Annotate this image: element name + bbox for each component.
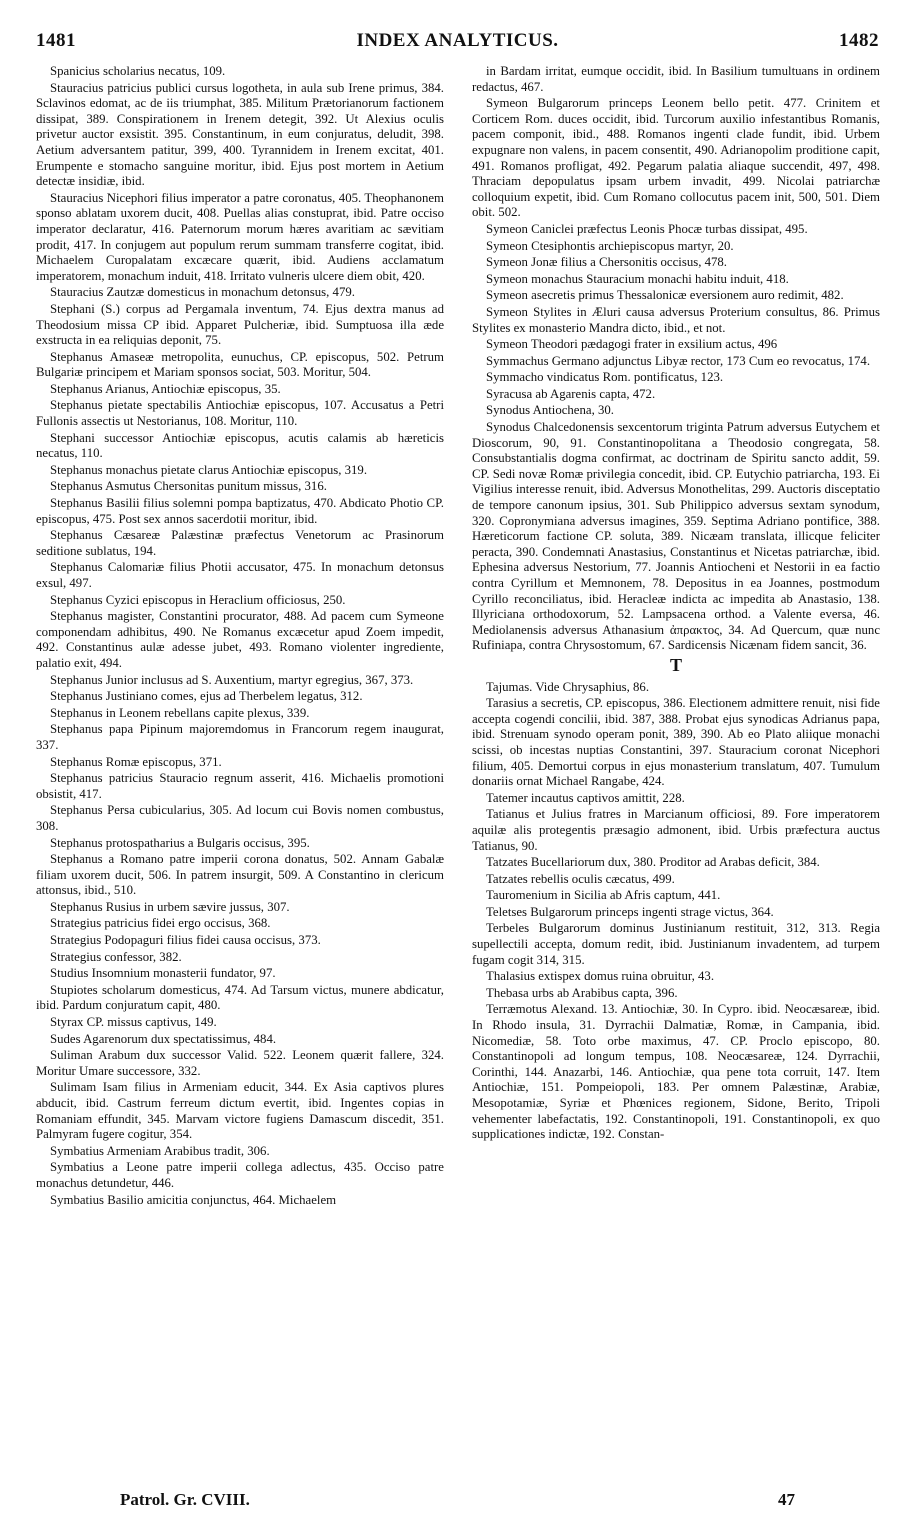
- index-entry: Symmachus Germano adjunctus Libyæ rector, 173 Cum eo revocatus, 174.: [486, 353, 871, 368]
- index-entry: Stephanus Romæ episcopus, 371.: [50, 754, 222, 769]
- index-entry: Stupiotes scholarum domesticus, 474. Ad Tarsum victus, munere abdicatur, ibid. Pardum conjuratum capit, 480.: [36, 982, 444, 1013]
- index-entry: Synodus Chalcedonensis sexcentorum triginta Patrum adversus Eutychem et Dioscorum, 90, 91. Constantinopolitana a Theodosio congregata, 58. Consubstantialis dogma confirmat, ac doctrinam de Spiritu sancto addit, 59. CP. Sedi novæ Romæ privilegia concedit, ibid. CP. Eutychio patriarcha, 193. Ei Vigilius interesse renuit, ibid. Adversus Monothelitas, 299. Auctoris disceptatio de tempore canonum ipsius, 301. Sub Philippico adversus sextam synodum, 320. Copronymiana adversus imagines, 359. Septima Adriano pontifice, 388. Hæreticorum factione CP. soluta, 389. Nicæam translata, illicque feliciter peracta, 390. Condemnati Anastasius, Constantinus et Nicetas patriarchæ, ibid. Ephesina adversus Nestorium, 77. Joannis Antiocheni et Nestorii in ea factio contra Cyrillum et Memnonem, 78. Depositus in ea Joannes, postmodum Cyrillo reconciliatus, ibid. Heracleæ indicta ac impedita ab Anastasio, 138. Illyriciana orthodoxorum, 52. Lampsacena orthod. a Valente eversa, 46. Mediolanensis adversus Athanasium ἀπρακτος, 34. Ad Quercum, quæ nunc Rufiniapa, contra Chrysostomum, 67. Sardicensis Nicænam fidem sancit, 36.: [472, 420, 880, 653]
- page-footer: [120, 1490, 795, 1514]
- index-entry: Sudes Agarenorum dux spectatissimus, 484.: [50, 1031, 277, 1046]
- index-entry: Symmacho vindicatus Rom. pontificatus, 123.: [486, 370, 724, 385]
- footer-volume: Patrol. Gr. CVIII.: [120, 1490, 250, 1509]
- index-entry: Stephanus in Leonem rebellans capite plexus, 339.: [50, 705, 310, 720]
- index-entry: Stephanus protospatharius a Bulgaris occisus, 395.: [50, 835, 310, 850]
- index-entry: Stauracius Nicephori filius imperator a patre coronatus, 405. Theophanonem sponso ablatam uxorem ducit, 408. Puellas alias constuprat, ibid. Patre occiso imperator declaratur, 416. Paternorum morum hæres avaritiam ac sævitiam prodit, 417. In conjugem aut populum rerum summam transferre cogitat, ibid. Michaelem Curopalatam excæcare quærit, ibid. Audiens acclamatum imperatorem, monachum induit, 418. Irritato vulneris ulcere diem obit, 420.: [36, 190, 444, 283]
- index-entry: Spanicius scholarius necatus, 109.: [50, 64, 226, 78]
- left-column: [36, 64, 444, 1209]
- index-entry: Stephanus magister, Constantini procurator, 488. Ad pacem cum Symeone componendam adhibitus, 490. Ne Romanus excæcetur apud Zoem impedit, 492. Constantinus aulæ adesse jubet, 493. Romano violenter ingrediente, palatio exit, 494.: [36, 609, 444, 670]
- index-entry: in Bardam irritat, eumque occidit, ibid. In Basilium tumultuans in ordinem redactus, 467.: [472, 64, 880, 94]
- right-column-s-entries: [472, 64, 880, 654]
- index-entry: Thebasa urbs ab Arabibus capta, 396.: [486, 985, 678, 1000]
- index-entry: Symeon Stylites in Æluri causa adversus Proterium consultus, 86. Primus Stylites ex monasterio Mandra dicto, ibid., et not.: [472, 304, 880, 335]
- index-entry: Terbeles Bulgarorum dominus Justinianum restituit, 312, 313. Regia supellectili accepta, domum redit, ibid. Justinianum invadentem, ad turpem fugam cogit 314, 315.: [472, 921, 880, 967]
- section-letter-heading: T: [669, 654, 682, 675]
- index-entry: Symbatius Basilio amicitia conjunctus, 464. Michaelem: [50, 1192, 337, 1207]
- page-number-right: 1482: [839, 30, 879, 51]
- index-entry: Styrax CP. missus captivus, 149.: [50, 1015, 217, 1030]
- index-entry: Tarasius a secretis, CP. episcopus, 386. Electionem admittere renuit, nisi fide accepta cogendi concilii, ibid. 387, 388. Probat ejus synodicas Adrianus papa, ibid. Strenuam synodo operam ponit, 389, 390. Ab eo Plato aliique monachi scissi, ob incestas nuptias Constantini, 397. Stauracium coronat Nicephori filium, 405. Demortui corpus in ejus monasterium translatum, 407. Tumulum donariis ornat Michael Rangabe, 424.: [472, 696, 880, 789]
- index-entry: Symbatius a Leone patre imperii collega adlectus, 435. Occiso patre monachus detundetur, 446.: [36, 1160, 444, 1190]
- index-entry: Terræmotus Alexand. 13. Antiochiæ, 30. In Cypro. ibid. Neocæsareæ, ibid. In Rhodo insula, 31. Dyrrachii Dalmatiæ, Romæ, in Campania, ibid. Nicomediæ, 58. Toto orbe maximus, 47. CP. Proclo episcopo, 80. Constantinopoli ad longum tempus, 108. Neocæsareæ, 124. Dyrrachii, Corinthi, 144. Anazarbi, 146. Antiochiæ, qua pene tota corruit, 147. Item Antiochiæ, 151. Pompeiopoli, 183. Per omnem Palæstinæ, Arabiæ, Mesopotamiæ, Syriæ et Phœnices regionem, Sidone, Berito, Tripoli vehementer labefactatis, 192. Constantinopoli, 191. Constantinopoli, ex quo supplicationes indictæ, 192. Constan-: [472, 1002, 880, 1142]
- index-entry: Syracusa ab Agarenis capta, 472.: [486, 386, 656, 401]
- index-entry: Tajumas. Vide Chrysaphius, 86.: [486, 679, 650, 694]
- index-entry: Stephanus Basilii filius solemni pompa baptizatus, 470. Abdicato Photio CP. episcopus, 475. Post sex annos sacerdotii moritur, ibid.: [36, 496, 444, 526]
- index-entry: Sulimam Isam filius in Armeniam educit, 344. Ex Asia captivos plures abducit, ibid. Castrum ferreum dictum evertit, ibid. Ingentes copias in Romaniam effundit, 345. Marvam victore fugiens Damascum discedit, 351. Palmyram fugere cogitur, 354.: [36, 1080, 444, 1142]
- index-entry: Stephani successor Antiochiæ episcopus, acutis calamis ab hæreticis necatus, 110.: [36, 430, 444, 461]
- index-entry: Symeon asecretis primus Thessalonicæ eversionem auro redimit, 482.: [486, 288, 844, 303]
- index-entry: Stauracius patricius publici cursus logotheta, in aula sub Irene primus, 384. Sclavinos edomat, ac de iis triumphat, 385. Militum Prætorianorum factionem dissipat, 389. Conspirationem in Irenem detegit, 392. Ut Alexius oculis privetur auctor exsistit. 395. Constantinum, in eum conjuratus, deludit, 398. Aetium adversantem patitur, 399, 400. Tyrannidem in Irenem excitat, 401. Erumpente e stomacho sanguine moritur, ibid. Ejus post mortem in Aetium detectæ insidiæ, ibid.: [36, 80, 444, 189]
- index-entry: Stephanus Junior inclusus ad S. Auxentium, martyr egregius, 367, 373.: [50, 672, 414, 687]
- index-entry: Stephanus pietate spectabilis Antiochiæ episcopus, 107. Accusatus a Petri Fullonis assectis ut Nestorianus, 108. Moritur, 110.: [36, 398, 444, 429]
- index-entry: Teletses Bulgarorum princeps ingenti strage victus, 364.: [486, 904, 774, 919]
- index-entry: Suliman Arabum dux successor Valid. 522. Leonem quærit fallere, 324. Moritur Umare successore, 332.: [36, 1048, 444, 1078]
- index-entry: Strategius Podopaguri filius fidei causa occisus, 373.: [50, 933, 321, 948]
- index-entry: Symeon Jonæ filius a Chersonitis occisus, 478.: [486, 255, 728, 270]
- page-number-left: 1481: [36, 30, 76, 51]
- index-entry: Stauracius Zautzæ domesticus in monachum detonsus, 479.: [50, 285, 355, 300]
- index-entry: Stephanus Justiniano comes, ejus ad Therbelem legatus, 312.: [50, 689, 363, 704]
- index-entry: Stephanus Cæsareæ Palæstinæ præfectus Venetorum ac Prasinorum seditione sublatus, 194.: [36, 528, 444, 558]
- index-entry: Symeon monachus Stauracium monachi habitu induit, 418.: [486, 271, 789, 286]
- index-entry: Studius Insomnium monasterii fundator, 97.: [50, 966, 276, 981]
- index-entry: Stephanus Calomariæ filius Photii accusator, 475. In monachum detonsus exsul, 497.: [36, 560, 444, 590]
- right-column-t-entries: [472, 680, 880, 1143]
- index-entry: Tatzates Bucellariorum dux, 380. Proditor ad Arabas deficit, 384.: [486, 855, 820, 870]
- index-entry: Tatianus et Julius fratres in Marcianum officiosi, 89. Fore imperatorem aquilæ alis protegentis præsagio admonent, ibid. Urbis præfectura auctus Tatianus, 90.: [472, 807, 880, 853]
- page-header: [36, 30, 879, 60]
- index-entry: Stephani (S.) corpus ad Pergamala inventum, 74. Ejus dextra manus ad Theodosium missa CP ibid. Apparet Pulcheriæ, ibid. Sumptuosa illa æde exstructa in ea reliquias deponit, 75.: [36, 301, 444, 348]
- index-entry: Stephanus Arianus, Antiochiæ episcopus, 35.: [50, 381, 281, 396]
- index-entry: Symeon Caniclei præfectus Leonis Phocæ turbas dissipat, 495.: [486, 221, 808, 236]
- footer-signature: 47: [778, 1490, 795, 1509]
- running-title: INDEX ANALYTICUS.: [356, 30, 559, 51]
- index-entry: Symbatius Armeniam Arabibus tradit, 306.: [50, 1143, 270, 1158]
- index-entry: Stephanus Cyzici episcopus in Heraclium officiosus, 250.: [50, 592, 346, 607]
- index-entry: Tauromenium in Sicilia ab Afris captum, 441.: [486, 888, 721, 903]
- index-entry: Stephanus Asmutus Chersonitas punitum missus, 316.: [50, 479, 327, 494]
- index-entry: Stephanus Amaseæ metropolita, eunuchus, CP. episcopus, 502. Petrum Bulgariæ principem et Mariam sponsos sociat, 503. Moritur, 504.: [36, 349, 444, 380]
- index-entry: Symeon Theodori pædagogi frater in exsilium actus, 496: [486, 337, 778, 352]
- index-entry: Tatzates rebellis oculis cæcatus, 499.: [486, 871, 675, 886]
- index-entry: Strategius confessor, 382.: [50, 949, 182, 964]
- index-entry: Stephanus monachus pietate clarus Antiochiæ episcopus, 319.: [50, 462, 368, 477]
- index-entry: Synodus Antiochena, 30.: [486, 403, 614, 418]
- right-column: [472, 64, 880, 1144]
- index-entry: Thalasius extispex domus ruina obruitur, 43.: [486, 969, 715, 984]
- index-entry: Strategius patricius fidei ergo occisus, 368.: [50, 916, 271, 931]
- index-entry: Stephanus Persa cubicularius, 305. Ad locum cui Bovis nomen combustus, 308.: [36, 803, 444, 833]
- index-entry: Stephanus Rusius in urbem sævire jussus, 307.: [50, 899, 290, 914]
- index-entry: Stephanus patricius Stauracio regnum asserit, 416. Michaelis promotioni obsistit, 417.: [36, 771, 444, 801]
- index-entry: Symeon Ctesiphontis archiepiscopus martyr, 20.: [486, 238, 734, 253]
- index-entry: Stephanus a Romano patre imperii corona donatus, 502. Annam Gabalæ filiam uxorem ducit, 506. In patrem insurgit, 509. A Constantino in clericum attonsus, ibid., 510.: [36, 852, 444, 898]
- index-entry: Tatemer incautus captivos amittit, 228.: [486, 790, 685, 805]
- index-entry: Symeon Bulgarorum princeps Leonem bello petit. 477. Crinitem et Corticem Rom. duces occidit, ibid. Turcorum auxilio infestantibus Romanis, pacem componit, ibid., 488. Romanos ingenti clade fundit, ibid. Urbem expugnare non valens, in pacem consentit, 490. Adrianopolim proditione capit, 491. Romanos profligat, 492. Pegarum palatia aliaque succendit, 497, 498. Thraciam depopulatus ipsam urbem invadit, 499. Nicolai patriarchæ colloquium expetit, ibid. Cum Romano collocutus pacem init, 500, 501. Diem obit. 502.: [472, 96, 880, 220]
- index-entry: Stephanus papa Pipinum majoremdomus in Francorum regem inaugurat, 337.: [36, 722, 444, 752]
